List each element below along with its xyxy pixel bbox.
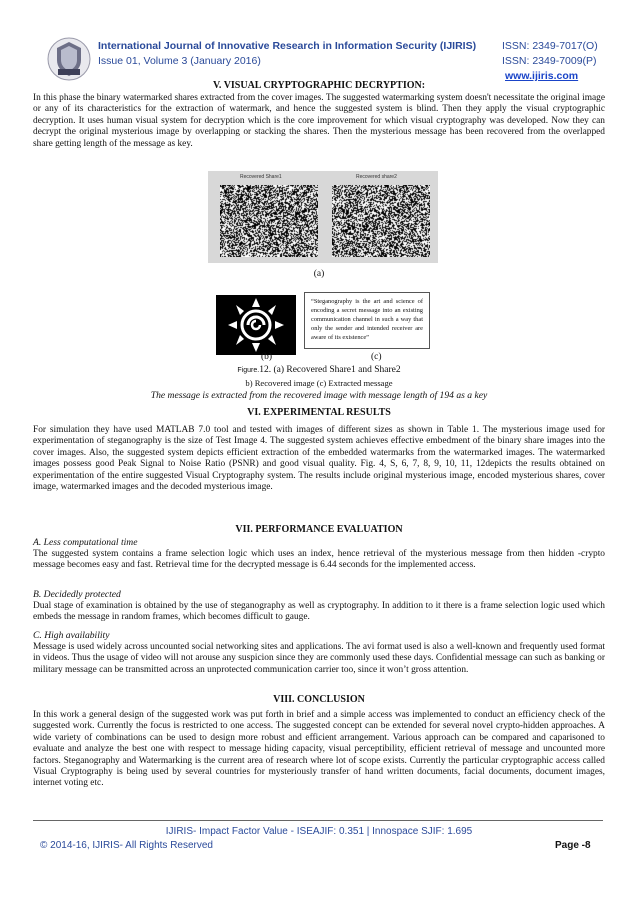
recovered-shares-image: [208, 171, 438, 263]
figure-label-b: (b): [261, 352, 273, 362]
page-number: Page -8: [555, 840, 591, 851]
section-heading-conclusion: VIII. CONCLUSION: [273, 694, 365, 705]
extracted-message-box: “Steganography is the art and science of encoding a secret message into an existing communication channel in such a way that only the sender and intended receiver are aware of its existence”: [304, 292, 430, 349]
figure-caption-text: 12. (a) Recovered Share1 and Share2: [259, 365, 401, 375]
footer-copyright: © 2014-16, IJIRIS- All Rights Reserved: [40, 840, 213, 851]
paragraph-availability: Message is used widely across uncounted social networking sites and applications. The avi format used is also a well-known and frequently used format in videos. Thus the usage of video will not arouse any suspicion since they are commonly used these days. Confidential message can such as banking or military message can be transmitted across an unprotected communication carrier too, since it won’t gross attention.: [33, 642, 605, 675]
section-heading-decryption: V. VISUAL CRYPTOGRAPHIC DECRYPTION:: [212, 80, 426, 91]
page-header: [0, 0, 638, 88]
share1-label: Recovered Share1: [240, 174, 282, 180]
paragraph-less-time: The suggested system contains a frame selection logic which uses an index, hence retrieval of the mysterious message from then hidden -crypto message becomes easy and fast. Retrieval time for the decrypted message is 6.44 seconds for the implemented access.: [33, 549, 605, 571]
figure-word: Figure.: [237, 367, 260, 374]
issn-online: ISSN: 2349-7017(O): [502, 40, 598, 52]
paragraph-protected: Dual stage of examination is obtained by the use of steganography as well as cryptography. In addition to it there is a frame selection logic used which embeds the message in random frames, which becomes difficult to gauge.: [33, 601, 605, 623]
issn-print: ISSN: 2349-7009(P): [502, 55, 597, 67]
footer-impact: IJIRIS- Impact Factor Value - ISEAJIF: 0.351 | Innospace SJIF: 1.695: [165, 826, 473, 837]
figure-caption: [0, 365, 638, 375]
paragraph-conclusion: In this work a general design of the suggested work was put forth in brief and a simple access was implemented to conduct an efficiency check of the suggested work. Currently the focus is restricted to one access. The suggested concept can be extended for several novel crypto-hidden approaches. A wide variety of combinations can be used to design more robust and efficient arrangement. Various approach can be compared and caparisoned to evaluate and analyze the best one with respect to message hiding capacity, visual perceptibility, efficient retrieval of message and uncounted more factors. Steganography and Watermarking is the current area of research where lot of scope exists. Currently the particular cryptographic access called Visual Cryptography is being used by several countries for mysteriously transfer of hand written documents, facial documents, document images, internet voting etc.: [33, 710, 605, 789]
spiral-sun-icon: [216, 295, 296, 355]
subheading-protected: B. Decidedly protected: [33, 589, 121, 600]
subheading-less-time: A. Less computational time: [33, 537, 138, 548]
paragraph-decryption: In this phase the binary watermarked shares extracted from the cover images. The suggested watermarking system doesn't necessitate the original image or any of its characteristics for the extraction of watermark, and hence the suggested system is blind. Then they apply the visual cryptographic decryption. It uses human visual system for decryption which is the core improvement for which visual cryptography was developed. Now they can decrypt the original mysterious image by overlapping or stacking the shares. Then the mysterious message has been recovered from the overlapped share getting length of the message as key.: [33, 93, 605, 149]
figure-label-a: (a): [313, 269, 325, 279]
section-heading-results: VI. EXPERIMENTAL RESULTS: [247, 407, 391, 418]
section-heading-performance: VII. PERFORMANCE EVALUATION: [235, 524, 403, 535]
recovered-image: [216, 295, 296, 355]
figure-note: The message is extracted from the recovered image with message length of 194 as a key: [150, 390, 488, 401]
figure-subcaption: b) Recovered image (c) Extracted message: [245, 378, 393, 388]
figure-label-c: (c): [371, 352, 382, 362]
share1-noise: [220, 185, 318, 257]
share2-noise: [332, 185, 430, 257]
paragraph-results: For simulation they have used MATLAB 7.0 tool and tested with images of different sizes as shown in Table 1. The mysterious image used for experimentation of steganography is the size of Test Image 4. The suggested system achieves effective embedment of the binary share images into the cover images. Also, the suggested system depicts efficient extraction of the embedded watermarks from the watermarked images. The watermarked images possess good Peak Signal to Noise Ratio (PSNR) and good visual quality. Fig. 4, S, 6, 7, 8, 9, 10, 11, 12depicts the results obtained on experimentation of the entire suggested Visual Cryptography system. The results include original mysterious image, encoded mysterious shares, cover image, watermarked images and the decoded mysterious image.: [33, 425, 605, 493]
share2-label: Recovered share2: [356, 174, 397, 180]
journal-logo: [46, 36, 92, 82]
journal-title: International Journal of Innovative Research in Information Security (IJIRIS): [98, 40, 477, 52]
subheading-availability: C. High availability: [33, 630, 110, 641]
footer-divider: [33, 820, 603, 821]
issue-info: Issue 01, Volume 3 (January 2016): [98, 55, 261, 67]
website-link[interactable]: www.ijiris.com: [505, 70, 579, 82]
